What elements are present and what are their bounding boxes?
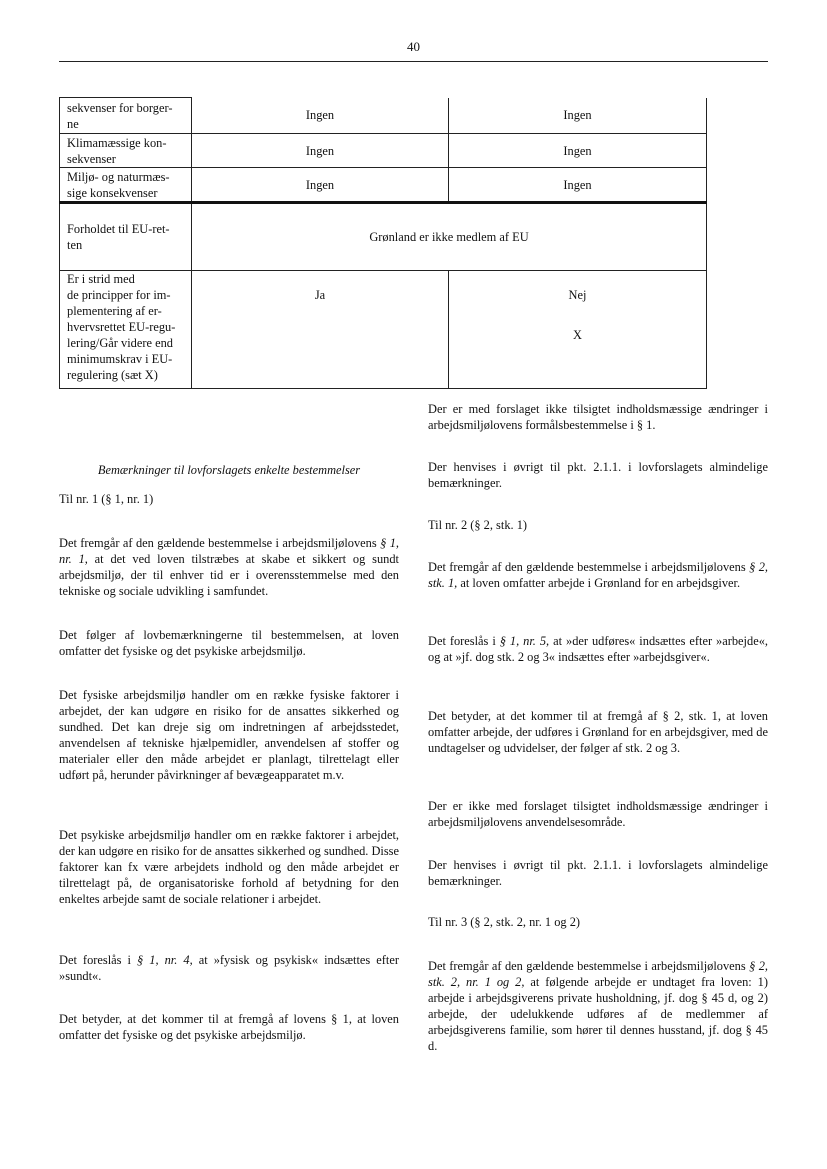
left-column: [59, 462, 399, 478]
paragraph: [428, 517, 768, 533]
paragraph: Der henvises i øvrigt til pkt. 2.1.1. i lovforslagets almindelige bemærkninger.: [428, 858, 768, 888]
table-row: [60, 271, 707, 389]
row-label: Miljø- og naturmæs- sige konsekvenser: [60, 168, 192, 203]
consequence-table: [59, 97, 707, 389]
x-mark: X: [573, 328, 582, 342]
left-column: [59, 491, 399, 507]
table-cell: Ingen: [192, 134, 449, 168]
row-label: Klimamæssige kon- sekvenser: [60, 134, 192, 168]
table-cell: [192, 271, 449, 389]
paragraph: Det følger af lovbemærkningerne til bestemmelsen, at loven omfatter det fysiske og det psykiske arbejdsmiljø.: [59, 628, 399, 658]
paragraph: [428, 914, 768, 930]
table-row: [60, 203, 707, 271]
paragraph: Det fremgår af den gældende bestemmelse i arbejdsmiljølovens § 2, stk. 2, nr. 1 og 2, at følgende arbejde er undtaget fra loven: 1) arbejde i arbejdsgiverens private husholdning, jf. dog § 45 d, og 2) arbejde, der udelukkende udføres af de medlemmer af arbejdsgiverens familie, som hører til dennes husstand, jf. dog § 45 d.: [428, 959, 769, 1053]
table-cell: Ingen: [192, 98, 449, 134]
row-label: Forholdet til EU-ret- ten: [60, 203, 192, 271]
til-nr-2-heading: Til nr. 2 (§ 2, stk. 1): [428, 518, 528, 532]
paragraph: Det fremgår af den gældende bestemmelse i arbejdsmiljølovens § 1, nr. 1, at det ved loven tilstræbes at skabe et sikkert og sundt arbejdsmiljø, der til enhver tid er i overensstemmelse med den tekniske og sociale udvikling i samfundet.: [59, 536, 399, 598]
page-number: 40: [407, 39, 420, 54]
table-cell: Ingen: [192, 168, 449, 203]
section-heading: Bemærkninger til lovforslagets enkelte bestemmelser: [97, 463, 361, 477]
table-row: [60, 134, 707, 168]
paragraph: Det foreslås i § 1, nr. 5, at »der udføres« indsættes efter »arbejde«, og at »jf. dog stk. 2 og 3« indsættes efter »arbejdsgiver«.: [428, 634, 768, 664]
table-cell: Ingen: [449, 98, 707, 134]
table-row: [60, 98, 707, 134]
paragraph: Der er med forslaget ikke tilsigtet indholdsmæssige ændringer i arbejdsmiljølovens formålsbestemmelse i § 1.: [428, 402, 768, 432]
paragraph: Det fremgår af den gældende bestemmelse i arbejdsmiljølovens § 2, stk. 1, at loven omfatter arbejde i Grønland for en arbejdsgiver.: [428, 560, 768, 590]
paragraph: Det psykiske arbejdsmiljø handler om en række faktorer i arbejdet, der kan udgøre en risiko for de ansattes sikkerhed og sundhed. Disse faktorer kan fx være arbejdets indhold og den måde arbejdet er tilrettelagt på, de organisatoriske forhold af betydning for den enkeltes arbejde samt de sociale relationer i arbejdet.: [59, 828, 399, 906]
header-rule: [59, 61, 768, 62]
table-cell: Ingen: [449, 134, 707, 168]
til-nr-1-heading: Til nr. 1 (§ 1, nr. 1): [59, 492, 154, 506]
ja-label: Ja: [314, 288, 326, 302]
paragraph: Det betyder, at det kommer til at fremgå af § 2, stk. 1, at loven omfatter arbejde, der udføres i Grønland for en arbejdsgiver, med de undtagelser og udvidelser, der følger af stk. 2 og 3.: [428, 709, 768, 755]
til-nr-3-heading: Til nr. 3 (§ 2, stk. 2, nr. 1 og 2): [428, 915, 581, 929]
paragraph: Det fysiske arbejdsmiljø handler om en række fysiske faktorer i arbejdet, der kan udgøre en risiko for de ansattes sikkerhed og sundhed. Det kan dreje sig om indretningen af arbejdsstedet, anvendelsen af tekniske hjælpemidler, anvendelsen af stoffer og materialer eller den måde arbejdet er planlagt, tilrettelagt eller udført på, herunder påvirkninger af bevægeapparatet m.v.: [59, 688, 399, 782]
table-row: [60, 168, 707, 203]
paragraph: Det betyder, at det kommer til at fremgå af lovens § 1, at loven omfatter det fysiske og det psykiske arbejdsmiljø.: [59, 1012, 399, 1042]
eu-status-cell: Grønland er ikke medlem af EU: [192, 203, 707, 271]
row-label: sekvenser for borger- ne: [60, 98, 192, 134]
row-label: Er i strid med de principper for im- plementering af er- hvervsrettet EU-regu- lering/Går videre end minimumskrav i EU- regulering (sæt X): [60, 271, 192, 389]
table-cell: [449, 271, 707, 389]
paragraph: Der henvises i øvrigt til pkt. 2.1.1. i lovforslagets almindelige bemærkninger.: [428, 460, 768, 490]
paragraph: Der er ikke med forslaget tilsigtet indholdsmæssige ændringer i arbejdsmiljølovens anvendelsesområde.: [428, 799, 768, 829]
table-cell: Ingen: [449, 168, 707, 203]
paragraph: Det foreslås i § 1, nr. 4, at »fysisk og psykisk« indsættes efter »sundt«.: [59, 953, 399, 983]
nej-label: Nej: [568, 288, 587, 302]
